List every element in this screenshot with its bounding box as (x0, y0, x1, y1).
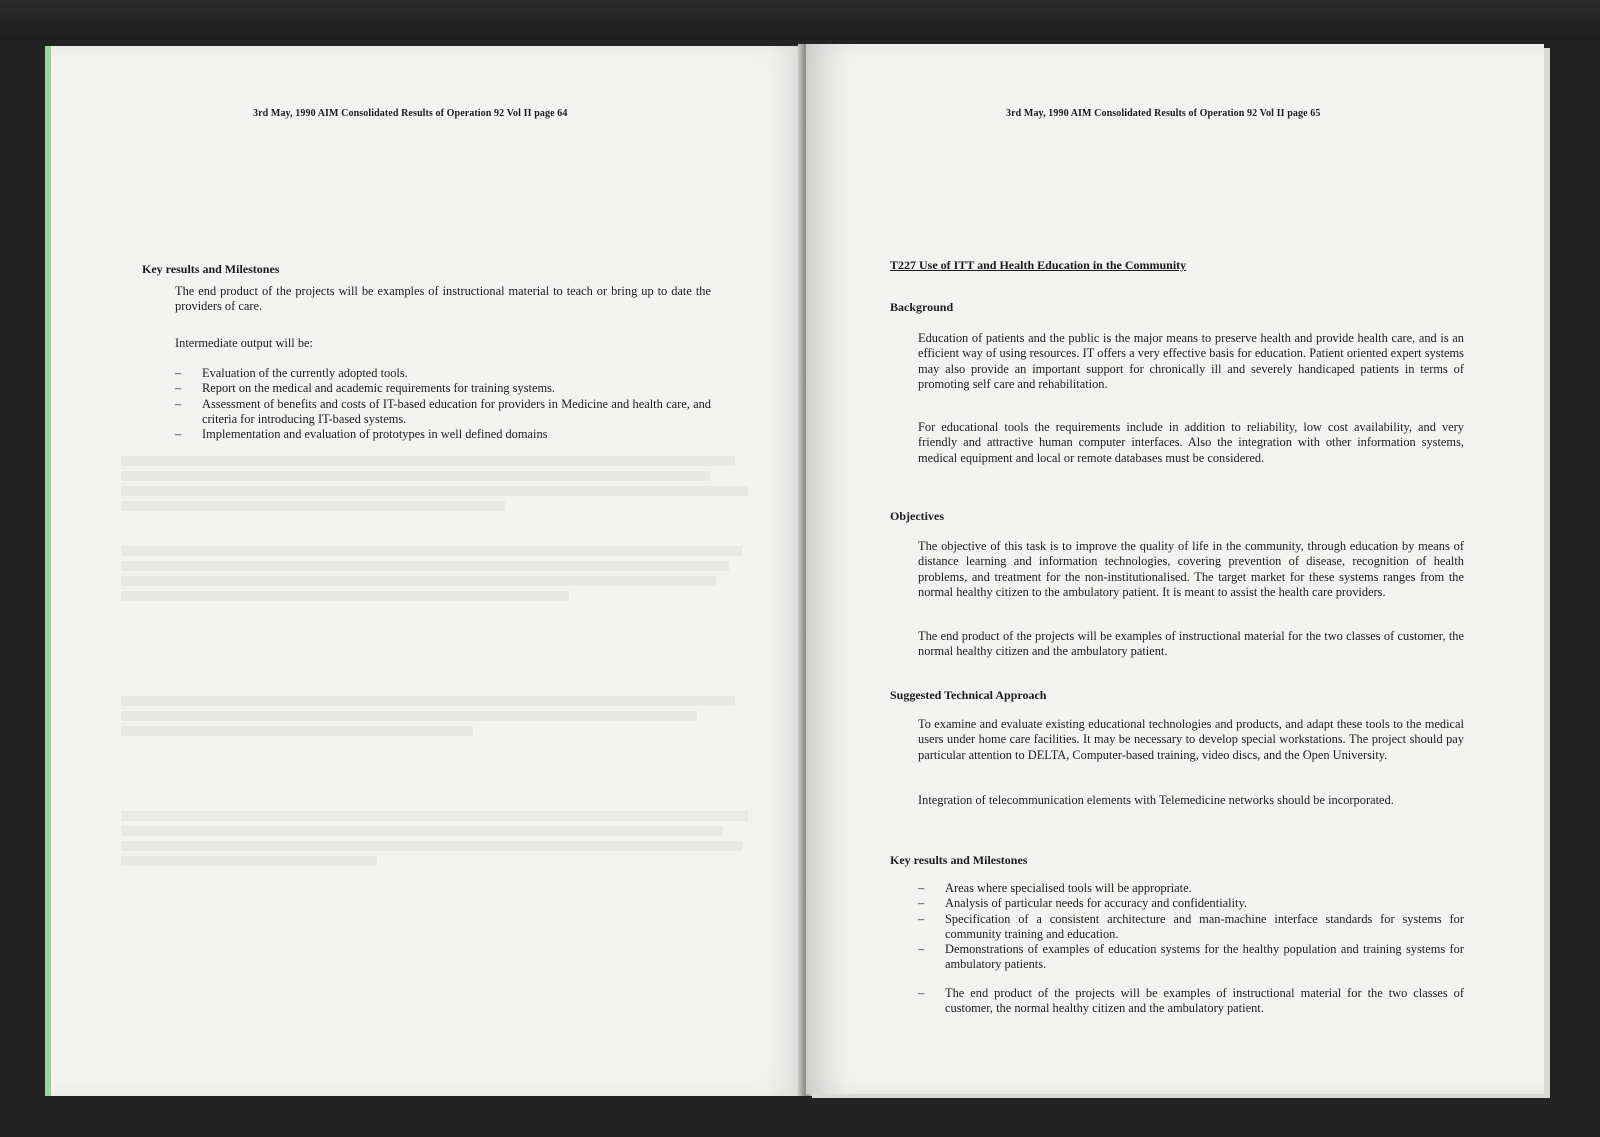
objectives-paragraph-1: The objective of this task is to improve the quality of life in the community, through education by means of distance learning and information technologies, covering prevention of disease, recognition of health problems, and treatment for the non-institutionalised. The target market for these systems ranges from the normal healthy citizen to the ambulatory patient. It is meant to assist the health care providers. (918, 539, 1464, 599)
bleed-through-left (121, 456, 761, 871)
intermediate-label: Intermediate output will be: (175, 336, 313, 350)
approach-paragraph-2: Integration of telecommunication elements with Telemedicine networks should be incorporated. (918, 793, 1394, 807)
background-paragraph-2: For educational tools the requirements include in addition to reliability, low cost availability, and very friendly and attractive human computer interfaces. Also the integration with other information systems, medical equipment and local or remote databases must be considered. (918, 420, 1464, 465)
section-title-objectives: Objectives (890, 509, 944, 523)
page-header-right: 3rd May, 1990 AIM Consolidated Results of Operation 92 Vol II page 65 (1006, 108, 1321, 119)
intro-paragraph: The end product of the projects will be examples of instructional material to teach or bring up to date the providers of care. (175, 284, 711, 314)
section-title-key-results-left: Key results and Milestones (142, 262, 280, 276)
list-item: – Implementation and evaluation of prototypes in well defined domains (175, 427, 548, 442)
list-item: – Specification of a consistent architecture and man-machine interface standards for systems for community training and education. (918, 911, 1464, 941)
list-item: – Analysis of particular needs for accuracy and confidentiality. (918, 896, 1247, 911)
intermediate-output-list (175, 366, 711, 442)
key-results-list (918, 881, 1464, 973)
approach-paragraph-1: To examine and evaluate existing educational technologies and products, and adapt these tools to the medical users under home care facilities. It may be necessary to develop special workstations. The project should pay particular attention to DELTA, Computer-based training, video discs, and the Open University. (918, 717, 1464, 762)
background-paragraph-1: Education of patients and the public is the major means to preserve health and provide health care, and is an efficient way of using resources. IT offers a very effective basis for education. Patient oriented expert systems may also provide an important support for chronically ill and severely handicaped patients in terms of promoting self care and rehabilitation. (918, 331, 1464, 391)
section-title-key-results-right: Key results and Milestones (890, 853, 1028, 867)
page-header-left: 3rd May, 1990 AIM Consolidated Results of Operation 92 Vol II page 64 (253, 108, 568, 119)
list-item: – Areas where specialised tools will be appropriate. (918, 881, 1192, 895)
objectives-paragraph-2: The end product of the projects will be examples of instructional material for the two classes of customer, the normal healthy citizen and the ambulatory patient. (918, 629, 1464, 659)
list-item: – Evaluation of the currently adopted tools. (175, 366, 408, 380)
list-item: – The end product of the projects will be examples of instructional material for the two classes of customer, the normal healthy citizen and the ambulatory patient. (918, 986, 1464, 1016)
list-item: – Assessment of benefits and costs of IT-based education for providers in Medicine and health care, and criteria for introducing IT-based systems. (175, 396, 711, 426)
key-results-final-item (918, 986, 1464, 1017)
scan-background (0, 0, 1600, 40)
list-item: – Demonstrations of examples of education systems for the healthy population and training systems for ambulatory patients. (918, 942, 1464, 972)
section-title-background: Background (890, 300, 954, 314)
section-title-technical-approach: Suggested Technical Approach (890, 688, 1047, 702)
task-title: T227 Use of ITT and Health Education in the Community (890, 258, 1187, 272)
left-page (45, 46, 809, 1096)
list-item: – Report on the medical and academic requirements for training systems. (175, 381, 556, 396)
right-page (806, 44, 1544, 1094)
